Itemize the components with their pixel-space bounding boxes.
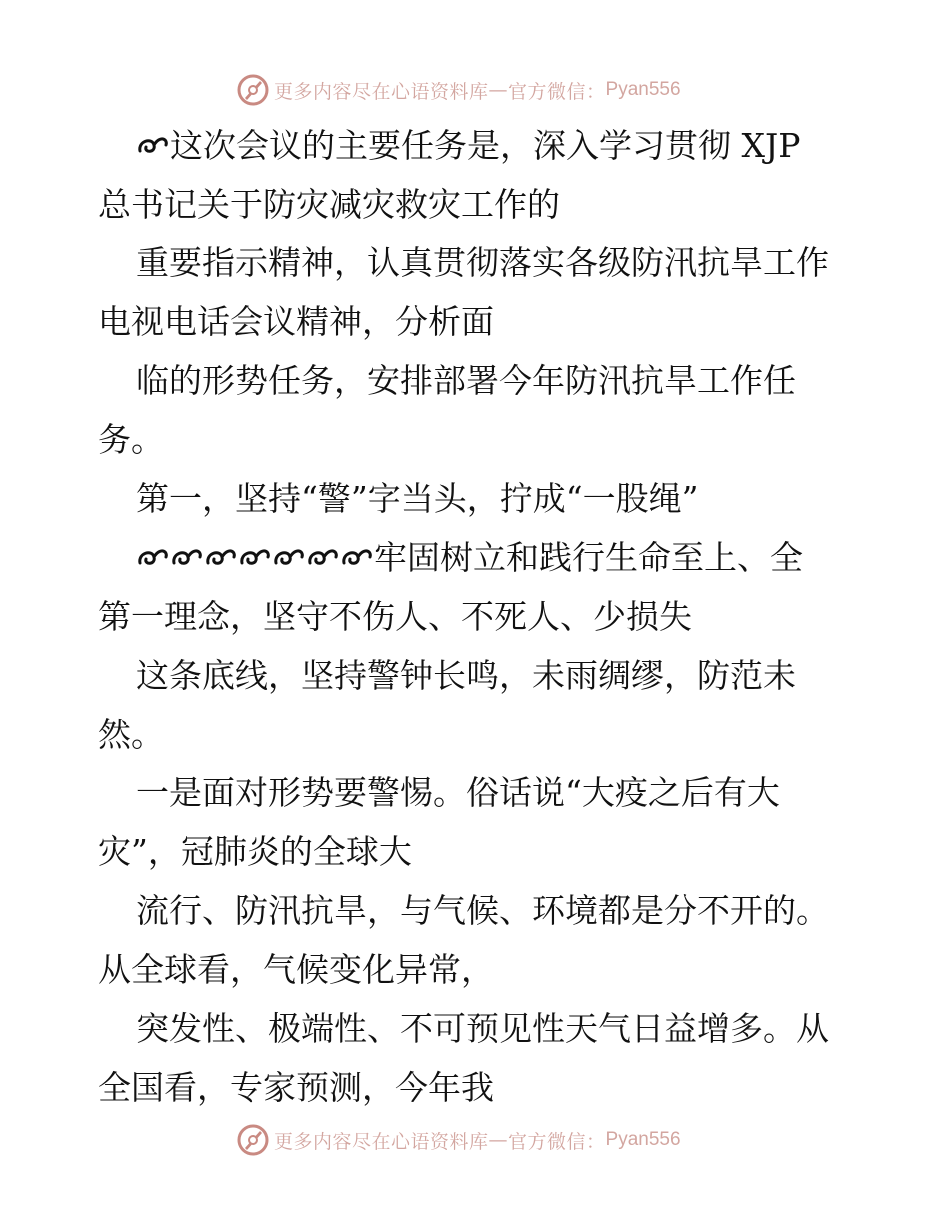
flourish-icon [204, 543, 238, 573]
site-slogan: 更多内容尽在心语资料库 [274, 80, 489, 103]
text-line: 这条底线，坚持警钟长鸣，未雨绸缪，防范未 [136, 656, 796, 695]
quill-logo-icon [236, 1123, 270, 1157]
wechat-label: 官方微信： [508, 80, 606, 103]
wechat-id: Pyan556 [605, 1129, 681, 1150]
flourish-icon [170, 543, 204, 573]
text-line: 然。 [98, 715, 164, 754]
text-line: 重要指示精神，认真贯彻落实各级防汛抗旱工作 [136, 243, 829, 282]
dash: — [488, 79, 509, 101]
text-line: 临的形势任务，安排部署今年防汛抗旱工作任 [136, 361, 796, 400]
wechat-label: 官方微信： [508, 1130, 606, 1153]
text-line: 从全球看，气候变化异常， [98, 950, 494, 989]
text-line: 灾”，冠肺炎的全球大 [98, 832, 412, 871]
text-line: 牢固树立和践行生命至上、全 [136, 538, 803, 578]
flourish-icon [136, 131, 170, 161]
site-slogan: 更多内容尽在心语资料库 [274, 1130, 489, 1153]
dash: — [488, 1129, 509, 1151]
quill-logo-icon [236, 73, 270, 107]
text-line: 第一，坚持“警”字当头，拧成“一股绳” [136, 479, 699, 518]
flourish-icon [136, 543, 170, 573]
flourish-icon [306, 543, 340, 573]
text-line: 第一理念，坚守不伤人、不死人、少损失 [98, 597, 692, 636]
text-line: 总书记关于防灾减灾救灾工作的 [98, 185, 560, 224]
flourish-icon [340, 543, 374, 573]
flourish-icon [272, 543, 306, 573]
text-line: 这次会议的主要任务是，深入学习贯彻 XJP [136, 126, 800, 166]
text-line: 电视电话会议精神，分析面 [98, 302, 494, 341]
text-line: 突发性、极端性、不可预见性天气日益增多。从 [136, 1009, 829, 1048]
flourish-icon [238, 543, 272, 573]
footer-watermark [0, 1120, 950, 1160]
wechat-id: Pyan556 [605, 79, 681, 100]
text-line: 务。 [98, 420, 164, 459]
text-line: 流行、防汛抗旱，与气候、环境都是分不开的。 [136, 891, 829, 930]
text-line: 一是面对形势要警惕。俗话说“大疫之后有大 [136, 773, 780, 812]
text-line: 全国看，专家预测，今年我 [98, 1068, 494, 1107]
header-watermark [0, 70, 950, 110]
